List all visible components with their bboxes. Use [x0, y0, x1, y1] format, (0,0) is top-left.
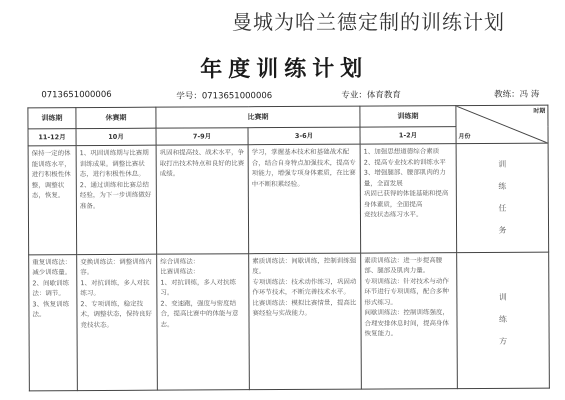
row-header-char: 练: [498, 181, 507, 191]
header-corner: [456, 105, 548, 144]
row-header-char: 训: [498, 159, 507, 169]
top-caption: 曼城为哈兰德定制的训练计划: [232, 10, 505, 34]
row-header-char: 务: [498, 225, 507, 235]
method-cell-11-12: 重复训练法：减少训练量。 2、间歇训练法：调节。 3、恢复训练法。: [29, 254, 78, 391]
student-number: [176, 89, 272, 102]
id-number: 0713651000006: [41, 89, 112, 101]
method-cell-1-2: 素质训练法：进一步提高腰部、腿部及肌肉力量。 专项训练法：针对技术与动作环节进行专项训练，配合多种形式练习。 间歇训练法：控制训练强度，合理安排休息时间，提高身体恢复能力。: [361, 252, 458, 389]
month-10: 10月: [76, 128, 156, 146]
month-1-2: 1-2月: [360, 127, 456, 145]
row-header-char: 任: [498, 203, 507, 213]
task-cell-1-2: 1、加强思想道德综合素质 2、提高专业技术的训练水平 3、增强腿部、腰部肌肉的力量，全面发展 巩固已获得的体能基础和提高身体素质，全面提高 竞技状态练习水平。: [360, 144, 457, 253]
student-label: 学号：: [176, 91, 202, 102]
method-cell-10: 变换训练法：调整训练内容。 1、对抗训练，多人对抗练习。 2、专项训练，稳定技术，调整状态，保持良好竞技状态。: [77, 254, 158, 391]
period-training-1: 训练期: [28, 108, 76, 129]
month-3-6: 3-6月: [248, 127, 360, 145]
month-7-9: 7-9月: [156, 128, 248, 146]
month-11-12: 11-12月: [28, 129, 76, 146]
task-cell-11-12: 保持一定的体能训练水平，进行积极性休整，调整状态，恢复。: [28, 146, 77, 254]
row-header-char: 方: [499, 337, 508, 347]
task-cell-3-6: 学习，掌握基本技术和基础战术配合，结合自身特点加强技术，提高专项能力，增强专项身体素质，在比赛中不断积累经验。: [248, 144, 361, 253]
training-plan-document: [19, 51, 551, 396]
method-cell-3-6: 素质训练法：间歇训练，控制训练强度。 专项训练法：技术动作练习，巩固动作环节技术，不断完善技术水平。 比赛训练法：模拟比赛情景，提高比赛经验与实战能力。: [249, 253, 362, 390]
period-training-2: 训练期: [360, 106, 456, 128]
period-competition: 比赛期: [156, 106, 360, 128]
corner-bottom-label: 月份: [458, 132, 471, 140]
period-header-row: [28, 105, 548, 129]
task-row: [28, 144, 549, 255]
row-header-methods: [457, 252, 550, 389]
document-meta: [41, 88, 541, 105]
period-rest: 休赛期: [76, 107, 156, 129]
row-header-char: 训: [498, 293, 507, 303]
task-cell-10: 1、巩固训练期与比赛期训练成果。调整比赛状态，进行积极性休息。 2、通过训练和比赛总结经验，为下一步训练做好准备。: [76, 146, 157, 255]
training-plan-table: [27, 105, 549, 392]
method-cell-7-9: 综合训练法： 比赛训练法： 1、对抗训练，多人对抗练习。 2、变速跑，强度与密度结合，提高比赛中的体能与意志。: [157, 253, 250, 390]
major: 专业：体育教育: [341, 90, 401, 101]
coach: 教练：冯 涛: [494, 89, 540, 100]
row-header-tasks: [456, 144, 549, 253]
row-header-char: 练: [498, 315, 508, 325]
method-row: [29, 252, 550, 391]
corner-top-label: 时期: [533, 107, 546, 115]
student-value: 0713651000006: [201, 91, 273, 102]
task-cell-7-9: 巩固和提高技、战术水平，争取打出技术特点和良好的比赛成绩。: [156, 145, 249, 254]
document-title: 年度训练计划: [200, 55, 369, 83]
